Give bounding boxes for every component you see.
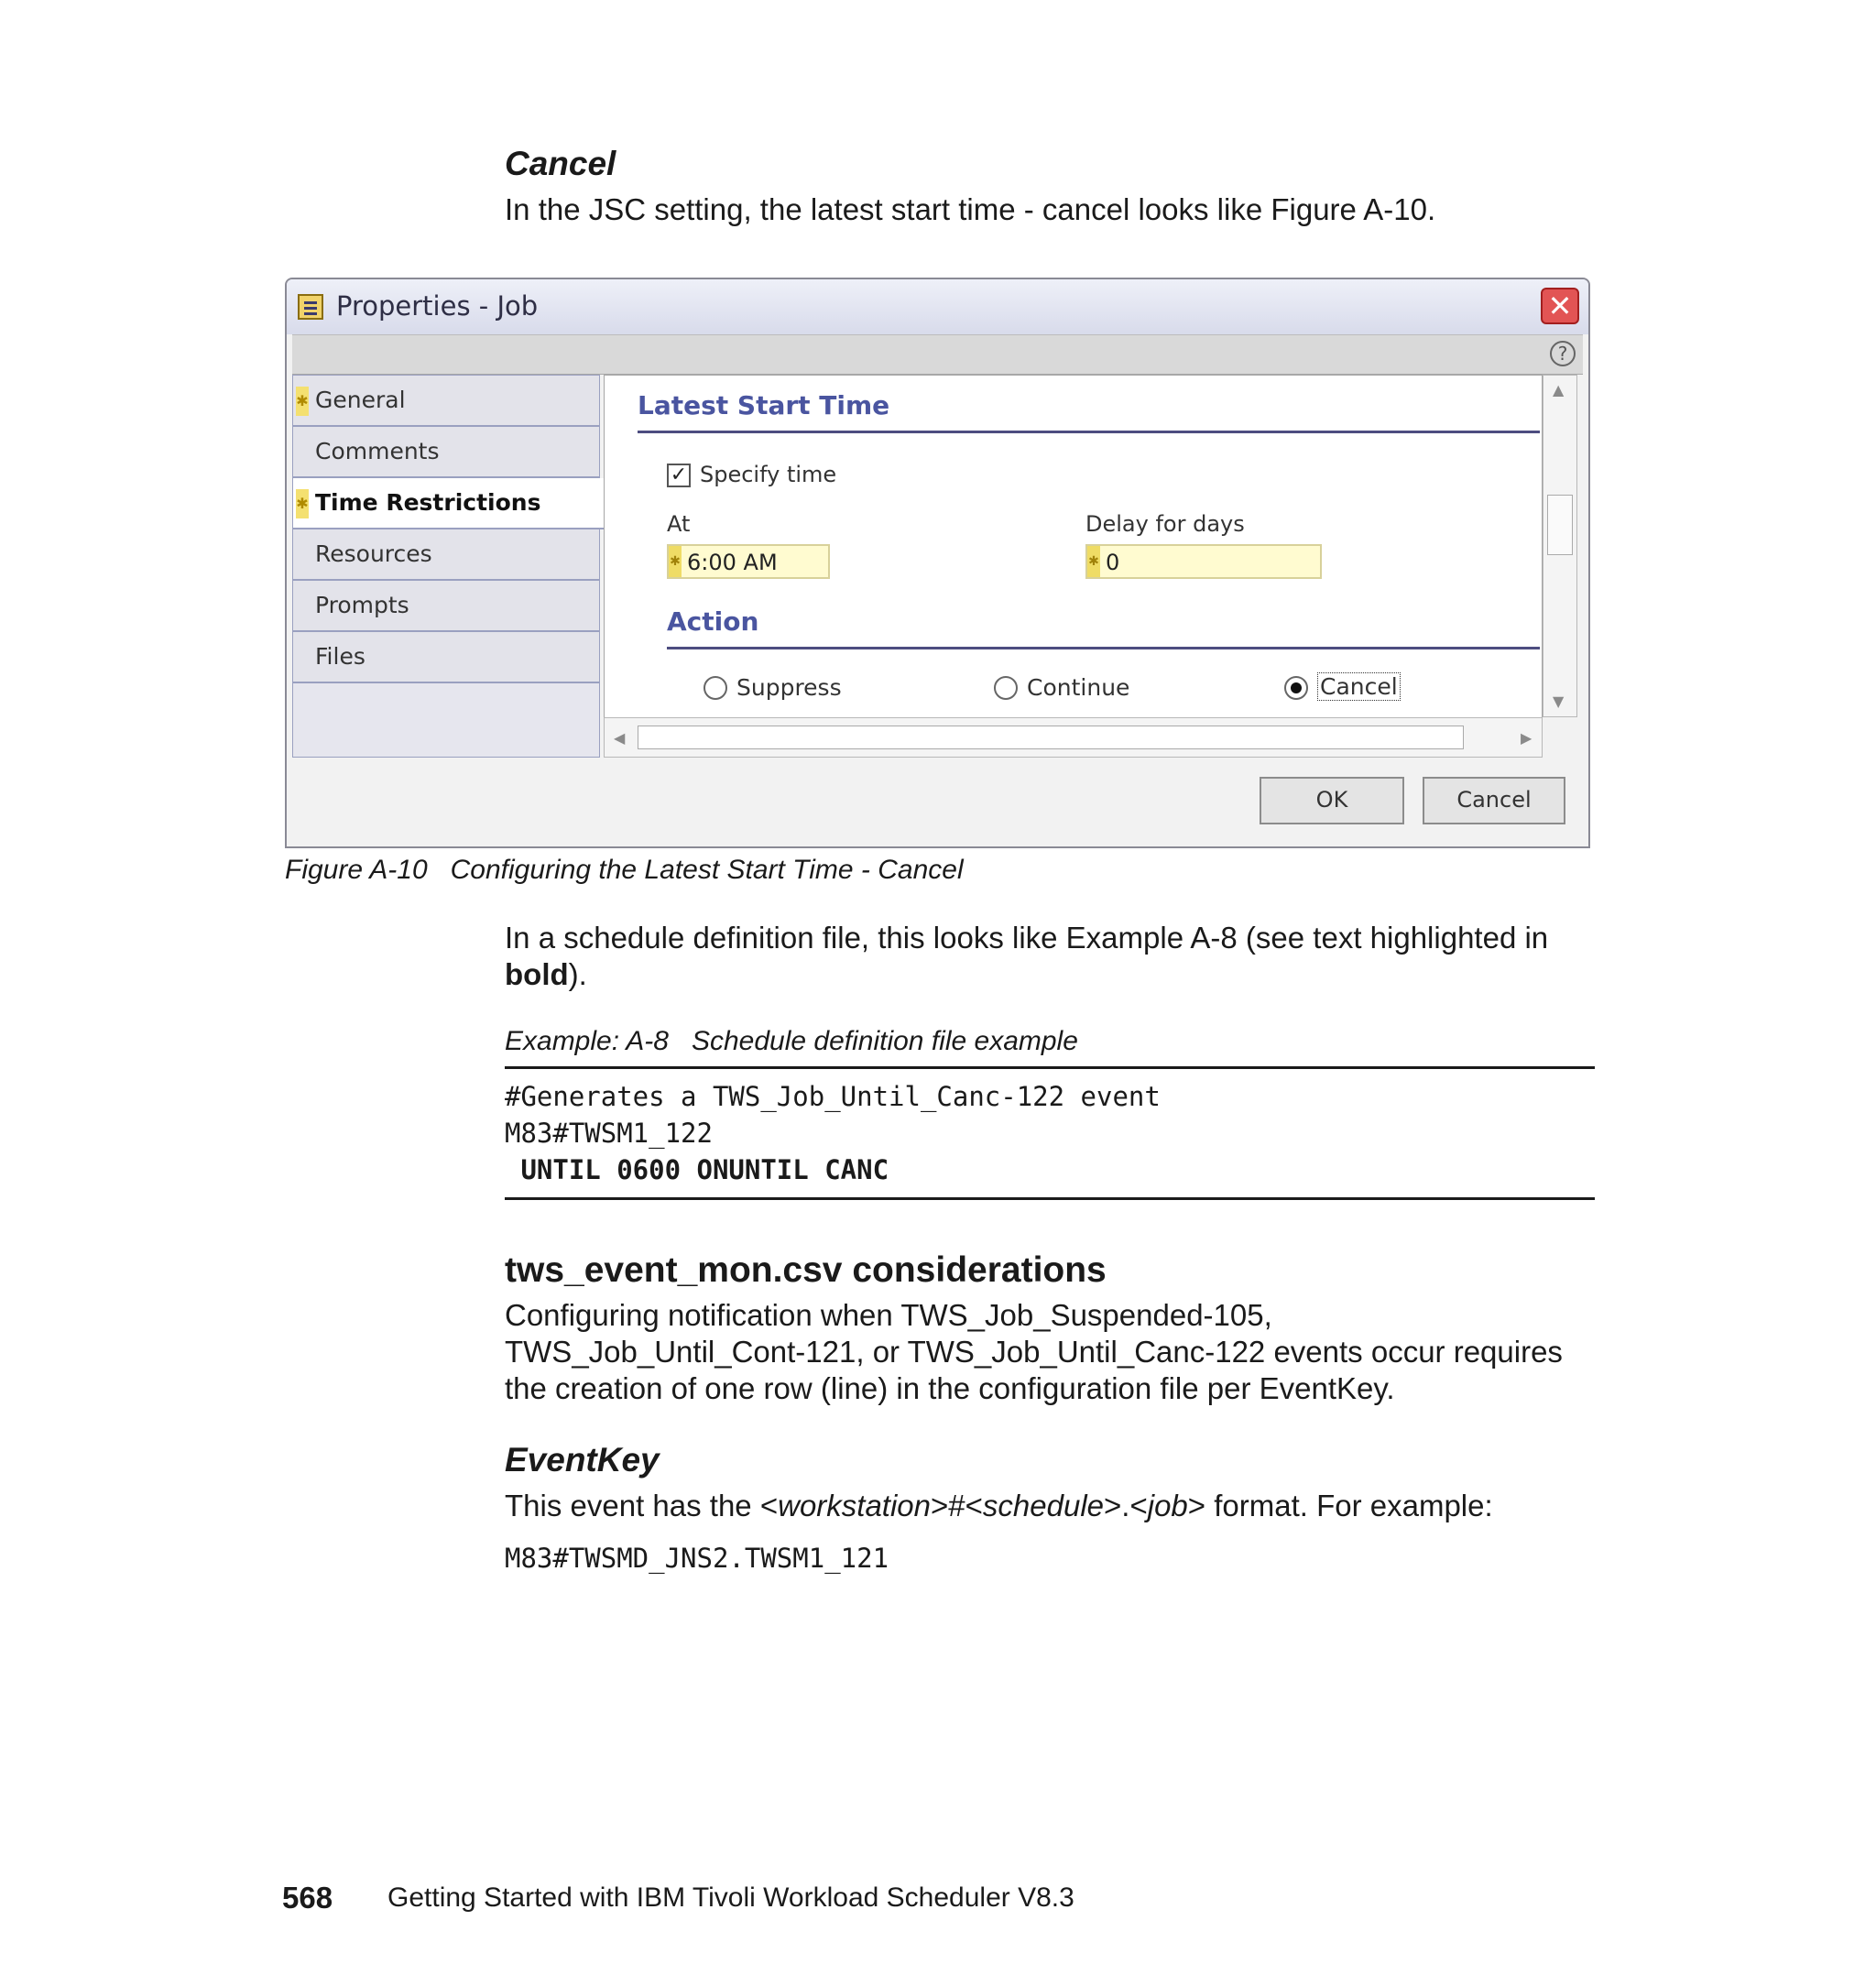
delay-days-input[interactable]: ✱ 0 [1085,544,1322,579]
scroll-down-icon[interactable]: ▼ [1553,693,1565,710]
scroll-up-icon[interactable]: ▲ [1553,381,1565,398]
nav-item-general[interactable]: ✱ General [293,376,599,427]
scroll-left-icon[interactable]: ◀ [614,729,626,747]
nav-item-files[interactable]: Files [293,632,599,683]
horizontal-scrollbar[interactable] [604,717,1543,758]
text-run-italic: schedule [982,1489,1105,1522]
delay-label: Delay for days [1085,511,1245,537]
page-number: 568 [282,1881,333,1915]
book-title: Getting Started with IBM Tivoli Workload Scheduler V8.3 [387,1882,1074,1913]
time-restrictions-panel [604,375,1543,758]
nav-item-comments[interactable]: Comments [293,427,599,478]
scroll-right-icon[interactable]: ▶ [1521,729,1532,747]
dialog-titlebar [287,279,1588,334]
close-icon[interactable]: ✕ [1541,288,1579,324]
code-line: #Generates a TWS_Job_Until_Canc-122 event [505,1081,1161,1112]
eventkey-paragraph [505,1488,1493,1524]
required-marker-icon: ✱ [296,489,309,518]
section-heading-cancel: Cancel [505,145,616,182]
continue-radio[interactable] [994,676,1018,700]
at-label: At [667,511,691,537]
example-bottom-rule [505,1197,1595,1200]
vertical-scrollbar[interactable] [1543,375,1577,717]
schedule-intro-text: In a schedule definition file, this looks like Example A-8 (see text highlighted in [505,921,1549,955]
vertical-scroll-thumb[interactable] [1547,495,1573,555]
bold-word: bold [505,957,569,991]
section-heading-eventkey: EventKey [505,1441,660,1479]
code-example: M83#TWSMD_JNS2.TWSM1_121 [505,1543,889,1574]
properties-nav [292,375,600,758]
intro-paragraph: In the JSC setting, the latest start time - cancel looks like Figure A-10. [505,192,1436,226]
dialog-toolbar [292,334,1583,375]
nav-item-resources[interactable]: Resources [293,529,599,581]
tws-considerations-paragraph [505,1297,1604,1407]
text-run: >.< [1104,1489,1148,1522]
code-line-bold: UNTIL 0600 ONUNTIL CANC [505,1154,889,1185]
job-properties-icon [298,294,323,320]
section-divider [638,431,1540,433]
text-run: >#< [931,1489,983,1522]
paragraph-line: TWS_Job_Until_Cont-121, or TWS_Job_Until_Canc-122 events occur requires [505,1335,1563,1369]
suppress-label: Suppress [736,674,842,701]
code-line: M83#TWSM1_122 [505,1118,713,1149]
section-heading-tws-event-mon: tws_event_mon.csv considerations [505,1250,1107,1290]
continue-label: Continue [1027,674,1130,701]
cancel-radio[interactable] [1284,676,1308,700]
at-time-input[interactable]: ✱ 6:00 AM [667,544,830,579]
required-marker-icon: ✱ [1087,546,1100,577]
nav-item-prompts[interactable]: Prompts [293,581,599,632]
paragraph-line: the creation of one row (line) in the configuration file per EventKey. [505,1371,1395,1405]
required-marker-icon: ✱ [669,546,682,577]
section-title-action: Action [667,606,759,637]
text-run-italic: job [1147,1489,1188,1522]
text-run: > format. For example: [1187,1489,1493,1522]
cancel-button[interactable]: Cancel [1423,777,1565,824]
properties-job-dialog [285,278,1590,848]
example-top-rule [505,1066,1595,1069]
specify-time-checkbox[interactable]: ✓ [667,464,691,487]
horizontal-scroll-thumb[interactable] [638,726,1464,749]
schedule-intro-end: ). [568,957,587,991]
schedule-intro-paragraph [505,920,1604,993]
figure-caption: Figure A-10 Configuring the Latest Start Time - Cancel [285,855,964,885]
text-run: This event has the < [505,1489,779,1522]
ok-button[interactable]: OK [1260,777,1404,824]
suppress-radio[interactable] [704,676,727,700]
text-run-italic: workstation [778,1489,932,1522]
paragraph-line: Configuring notification when TWS_Job_Suspended-105, [505,1298,1272,1332]
help-icon[interactable]: ? [1550,341,1576,366]
dialog-title: Properties - Job [336,290,539,322]
cancel-label: Cancel [1317,672,1401,701]
section-title-latest-start: Latest Start Time [638,390,890,420]
example-caption: Example: A-8 Schedule definition file example [505,1026,1078,1056]
required-marker-icon: ✱ [296,387,309,416]
section-divider [667,647,1540,649]
nav-item-time-restrictions[interactable]: ✱ Time Restrictions [293,478,605,529]
specify-time-label: Specify time [700,462,837,487]
